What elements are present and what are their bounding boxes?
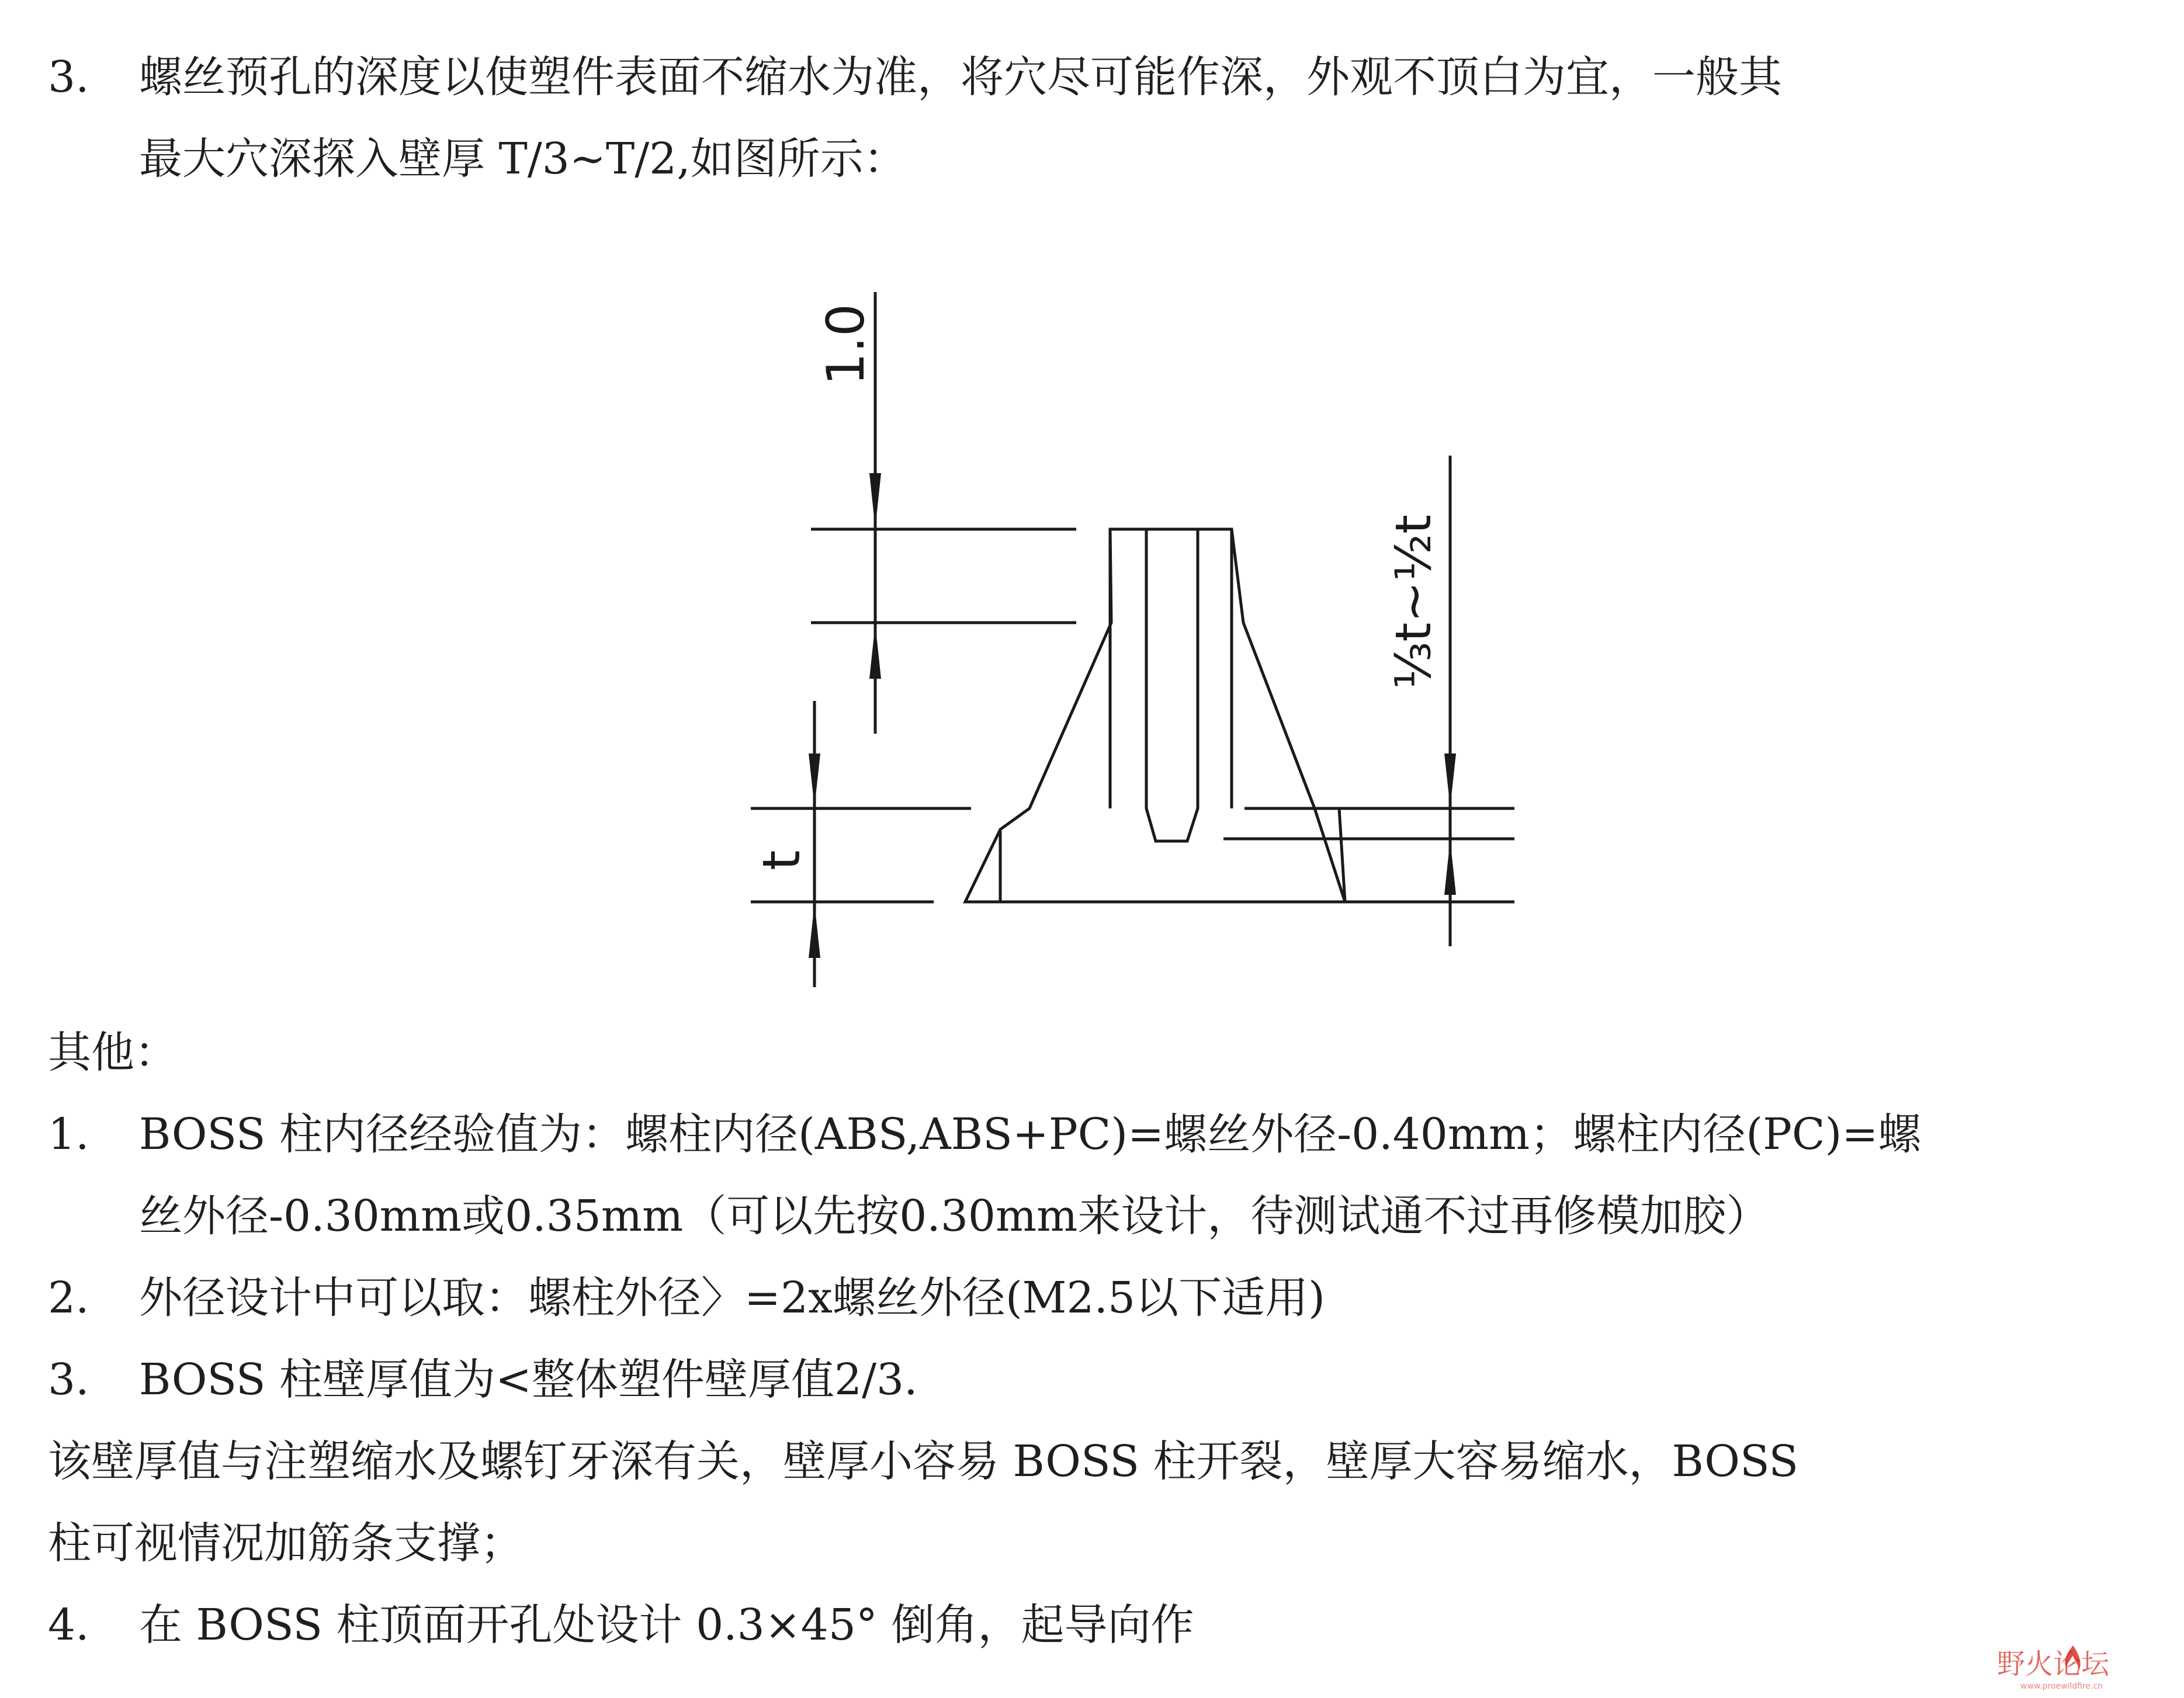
- screw-hole: [1146, 529, 1198, 841]
- item2-text: 外径设计中可以取：螺柱外径〉=2x螺丝外径(M2.5以下适用): [139, 1273, 1326, 1323]
- dim-label-top: 1.0: [816, 304, 876, 386]
- section3-number: 3.: [48, 52, 89, 102]
- dim-label-left: t: [751, 850, 812, 870]
- item1-text-line1: BOSS 柱内径经验值为：螺柱内径(ABS,ABS+PC)=螺丝外径-0.40mm；螺柱内径(PC)=螺: [139, 1109, 1922, 1159]
- item4-number: 4.: [48, 1600, 89, 1650]
- forum-watermark: [1985, 1640, 2161, 1692]
- boss-column-outline: [965, 529, 1345, 902]
- watermark-text: 野火论坛: [1997, 1648, 2110, 1680]
- item3-number: 3.: [48, 1355, 89, 1405]
- watermark-subtext: www.proewildfire.cn: [2020, 1682, 2103, 1691]
- others-heading: 其他：: [48, 1027, 178, 1078]
- item3-text: BOSS 柱壁厚值为<整体塑件壁厚值2/3.: [139, 1355, 918, 1405]
- item1-number: 1.: [48, 1109, 89, 1159]
- item4-text: 在 BOSS 柱顶面开孔处设计 0.3×45° 倒角，起导向作: [139, 1600, 1194, 1650]
- para-text-line1: 该壁厚值与注塑缩水及螺钉牙深有关，壁厚小容易 BOSS 柱开裂，壁厚大容易缩水，BOSS: [48, 1436, 1799, 1487]
- boss-column-drawing: [689, 257, 1554, 993]
- item1-text-line2: 丝外径-0.30mm或0.35mm（可以先按0.30mm来设计，待测试通不过再修模加胶）: [139, 1191, 1770, 1241]
- section3-text-line2: 最大穴深探入壁厚 T/3~T/2,如图所示：: [139, 134, 907, 184]
- item2-number: 2.: [48, 1273, 89, 1323]
- dim-label-right: ⅓t~½t: [1385, 514, 1442, 689]
- section3-text-line1: 螺丝预孔的深度以使塑件表面不缩水为准，将穴尽可能作深，外观不顶白为宜，一般其: [139, 52, 1782, 102]
- para-text-line2: 柱可视情况加筋条支撑；: [48, 1518, 524, 1568]
